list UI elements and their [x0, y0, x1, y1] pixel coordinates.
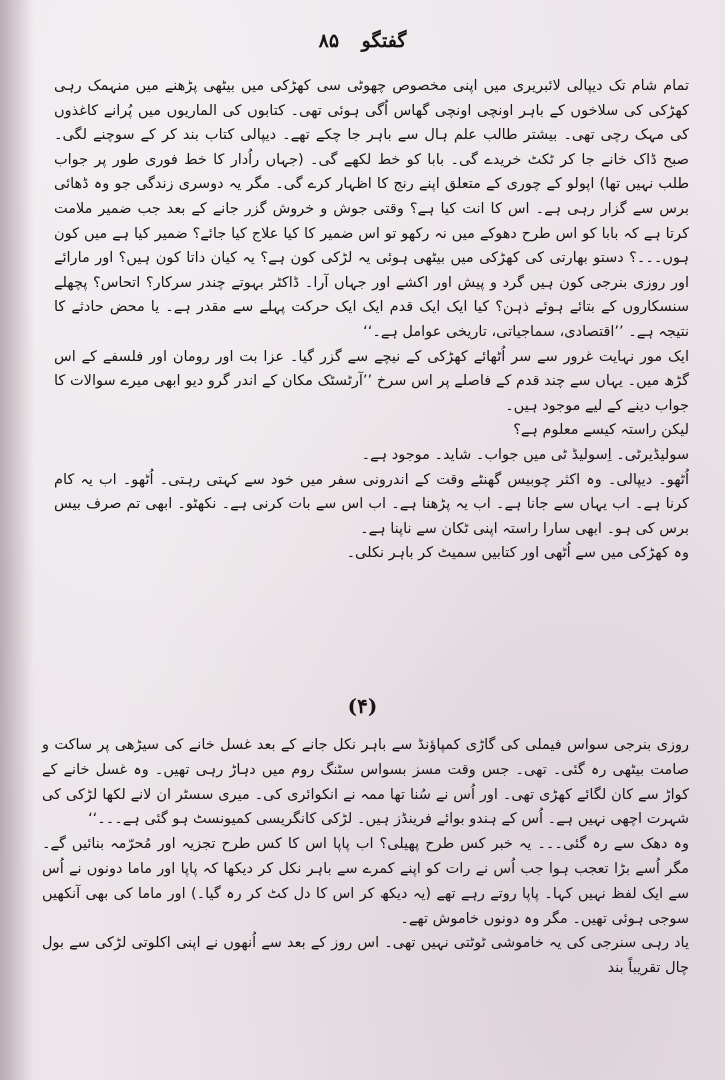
running-title: گفتگو — [361, 30, 407, 52]
binding-shadow — [0, 0, 34, 1080]
section-number: (۴) — [347, 694, 378, 718]
paragraph: لیکن راستہ کیسے معلوم ہے؟ — [513, 422, 689, 439]
paragraph: ایک مور نہایت غرور سے سر اُٹھائے کھڑکی کے نیچے سے گزر گیا۔ عزا بت اور رومان اور فلسفے کے اس گڑھ میں۔ یہاں سے چند قدم کے فاصلے پر اس سرخ ’’آرٹسٹک مکان کے اندر گرو دیو ابھی میرے سوالات کا جواب دینے کے لیے موجود ہیں۔ — [54, 348, 689, 414]
page-number: ۸۵ — [318, 30, 340, 52]
paragraph: وہ کھڑکی میں سے اُٹھی اور کتابیں سمیٹ کر باہر نکلی۔ — [346, 545, 689, 562]
paragraph: روزی بنرجی سواس فیملی کی گاڑی کمپاؤنڈ سے باہر نکل جانے کے بعد غسل خانے کی سیڑھی پر ساکت و صامت بیٹھی رہ گئی۔ تھی۔ جس وقت مسز بسواس سٹنگ روم میں دہاڑ رہی تھیں۔ وہ غسل خانے کے کواڑ سے کان لگائے کھڑی تھی۔ اور اُس نے سُنا تھا ممہ نے انکوائری کی۔ میری سسٹر ان لانے لکھا لڑکی کی شہرت اچھی نہیں ہے۔ اُس کے ہندو بوائے فرینڈز ہیں۔ لڑکی کانگریسی کمیونسٹ ہو گئی ہے۔۔۔‘‘ — [42, 737, 689, 828]
paragraph: یاد رہی سنرجی کی یہ خاموشی ٹوٹتی نہیں تھی۔ اس روز کے بعد سے اُنھوں نے اپنی اکلوتی لڑکی سے بول چال تقریباً بند — [42, 935, 689, 977]
paragraph: تمام شام تک دیپالی لائبریری میں اپنی مخصوص چھوٹی سی کھڑکی میں بیٹھی پڑھنے میں منہمک رہی کھڑکی کی سلاخوں کے باہر اونچی اونچی گھاس اُگی ہوئی تھی۔ کتابوں کی الماریوں میں پُرانے کاغذوں کی مہک رچی تھی۔ بیشتر طالب علم ہال سے باہر جا چکے تھے۔ دیپالی کتاب بند کر کے سوچنے لگی۔ صبح ڈاک خانے جا کر ٹکٹ خریدے گی۔ بابا کو خط لکھے گی۔ (جہاں راُدار کا خط فوری طور پر جواب طلب نہیں تھا) اپولو کے چوری کے متعلق اپنے رنج کا اظہار کرے گی۔ مگر یہ دوسری زندگی جو وہ ڈھائی برس سے گزار رہی ہے۔ اس کا انت کیا ہے؟ وقتی جوش و خروش گزر جانے کے بعد جب ضمیر ملامت کرتا ہے کہ بابا کو اس طرح دھوکے میں نہ رکھو تو اس ضمیر کا کیا علاج کیا جائے؟ ضمیر کیا ہے میں کون ہوں۔۔۔؟ دستو بھارتی کی کھڑکی میں بیٹھی ہوئی یہ لڑکی کون ہے؟ یہ کیان داتا کون ہیں؟ اور مارائے اور روزی بنرجی کون ہیں گرد و پیش اور اکشے اور جہاں آرا۔ ڈاکٹر بہوتے چندر سرکار؟ اتحاس؟ پچھلے سنسکاروں کے بتائے ہوئے ذہن؟ کیا ایک ایک قدم ایک ایک حرکت پہلے سے مقدر ہے۔ یا محض حادثے کا نتیجہ ہے۔ ’’اقتصادی، سماجیاتی، تاریخی عوامل ہے۔‘‘ — [54, 78, 689, 340]
paragraph: وہ دھک سے رہ گئی۔۔۔ یہ خبر کس طرح پھیلی؟ اب پاپا اس کا کس طرح تجزیہ اور مُحرّمہ بنائیں گے۔ مگر اُسے بڑا تعجب ہوا جب اُس نے رات کو اپنے کمرے سے باہر نکل کر دیکھا کہ پاپا اور ماما دونوں نے اُس سے ایک لفظ نہیں کہا۔ پاپا روتے رہے تھے (یہ دیکھ کر اس کا دل کٹ کر رہ گیا۔) اور ماما کی بھی آنکھیں سوجی ہوئی تھیں۔ مگر وہ دونوں خاموش تھے۔ — [42, 836, 689, 927]
section-two-text — [42, 733, 689, 981]
paragraph: سولیڈیرٹی۔ اِسولیڈ ٹی میں جواب۔ شاید۔ موجود ہے۔ — [361, 446, 689, 463]
page-header — [0, 30, 725, 64]
paragraph: اُٹھو۔ دیپالی۔ وہ اکثر چوبیس گھنٹے وقت کے اندرونی سفر میں خود سے کہتی رہتی۔ اُٹھو۔ اب یہ کام کرنا ہے۔ اب یہاں سے جانا ہے۔ اب یہ پڑھنا ہے۔ اب اس سے بات کرنی ہے۔ نکھٹو۔ ابھی تم صرف بیس برس کی ہو۔ ابھی سارا راستہ اپنی ٹکان سے ناپنا ہے۔ — [54, 471, 689, 537]
section-one-text — [54, 74, 689, 566]
